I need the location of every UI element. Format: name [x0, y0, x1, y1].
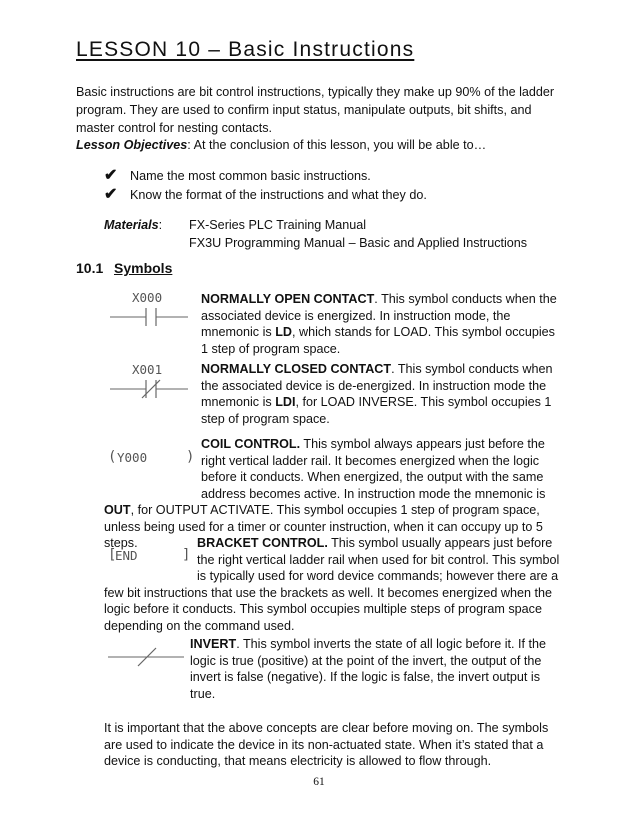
objective-item — [104, 167, 371, 185]
objective-item — [104, 186, 427, 204]
section-number: 10.1 — [76, 260, 104, 276]
device-label: END — [115, 548, 138, 563]
close-paren-icon: ) — [186, 449, 195, 465]
objectives-text: : At the conclusion of this lesson, you will be able to… — [187, 138, 487, 152]
lesson-objectives — [76, 136, 486, 154]
coil-description: COIL CONTROL. This symbol always appears just before the right vertical ladder rail. It becomes energized when the logic before it conducts. When energized, the output with the same address becomes active. In instruction mode the mnemonic is OUT, for OUTPUT ACTIVATE. This symbol occupies 1 step of program space, unless being used for a timer or counter instruction, when it can occupy up to 5 steps. — [104, 437, 546, 550]
invert-description: INVERT. This symbol inverts the state of all logic before it. If the logic is true (positive) at the point of the invert, the output of the invert is false (negative). If the logic is false, the invert output is true. — [190, 637, 547, 701]
no-contact-icon — [110, 306, 190, 328]
page-number: 61 — [313, 776, 325, 788]
material-item: FX-Series PLC Training Manual — [189, 218, 367, 232]
checkmark-icon: ✔ — [104, 186, 118, 203]
invert-icon — [108, 644, 186, 668]
lesson-title: LESSON 10 – Basic Instructions — [76, 38, 415, 61]
open-bracket-icon: [ — [108, 547, 117, 563]
nc-contact-description: NORMALLY CLOSED CONTACT. This symbol conducts when the associated device is de-energized. In instruction mode the mnemonic is LDI, for LOAD INVERSE. This symbol occupies 1 step of program space. — [201, 362, 553, 426]
no-contact-description: NORMALLY OPEN CONTACT. This symbol conducts when the associated device is energized. In instruction mode, the mnemonic is LD, which stands for LOAD. This symbol occupies 1 step of program space. — [201, 292, 557, 356]
intro-paragraph: Basic instructions are bit control instructions, typically they make up 90% of the ladder program. They are used to confirm input status, manipulate outputs, bit shifts, and master control for nesting contacts. — [76, 85, 555, 135]
device-label: Y000 — [117, 450, 148, 465]
device-label: X001 — [132, 362, 163, 377]
materials-list — [189, 216, 527, 252]
section-name: Symbols — [114, 260, 173, 276]
objective-text: Name the most common basic instructions. — [130, 169, 371, 183]
material-item: FX3U Programming Manual – Basic and Applied Instructions — [189, 236, 528, 250]
device-label: X000 — [132, 290, 163, 305]
closing-paragraph: It is important that the above concepts are clear before moving on. The symbols are used to indicate the device in its non-actuated state. When it’s stated that a device is conducting, that means electricity is allowed to flow through. — [104, 721, 549, 768]
nc-contact-icon — [110, 378, 190, 400]
close-bracket-icon: ] — [182, 547, 191, 563]
objective-text: Know the format of the instructions and what they do. — [130, 188, 427, 202]
normally-closed-contact-symbol — [110, 362, 190, 402]
section-heading — [76, 260, 172, 276]
checkmark-icon: ✔ — [104, 167, 118, 184]
invert-symbol — [108, 644, 186, 668]
bracket-description: BRACKET CONTROL. This symbol usually appears just before the right vertical ladder rail when used for bit control. This symbol is typically used for word device commands; however there are a few bit instructions that use the brackets as well. It becomes energized when the logic before it conducts. This symbol occupies multiple steps of program space depending on the command used. — [104, 536, 560, 633]
objectives-label: Lesson Objectives — [76, 138, 188, 152]
open-paren-icon: ( — [108, 449, 117, 465]
materials-label: Materials: — [104, 218, 163, 232]
normally-open-contact-symbol — [110, 290, 190, 330]
